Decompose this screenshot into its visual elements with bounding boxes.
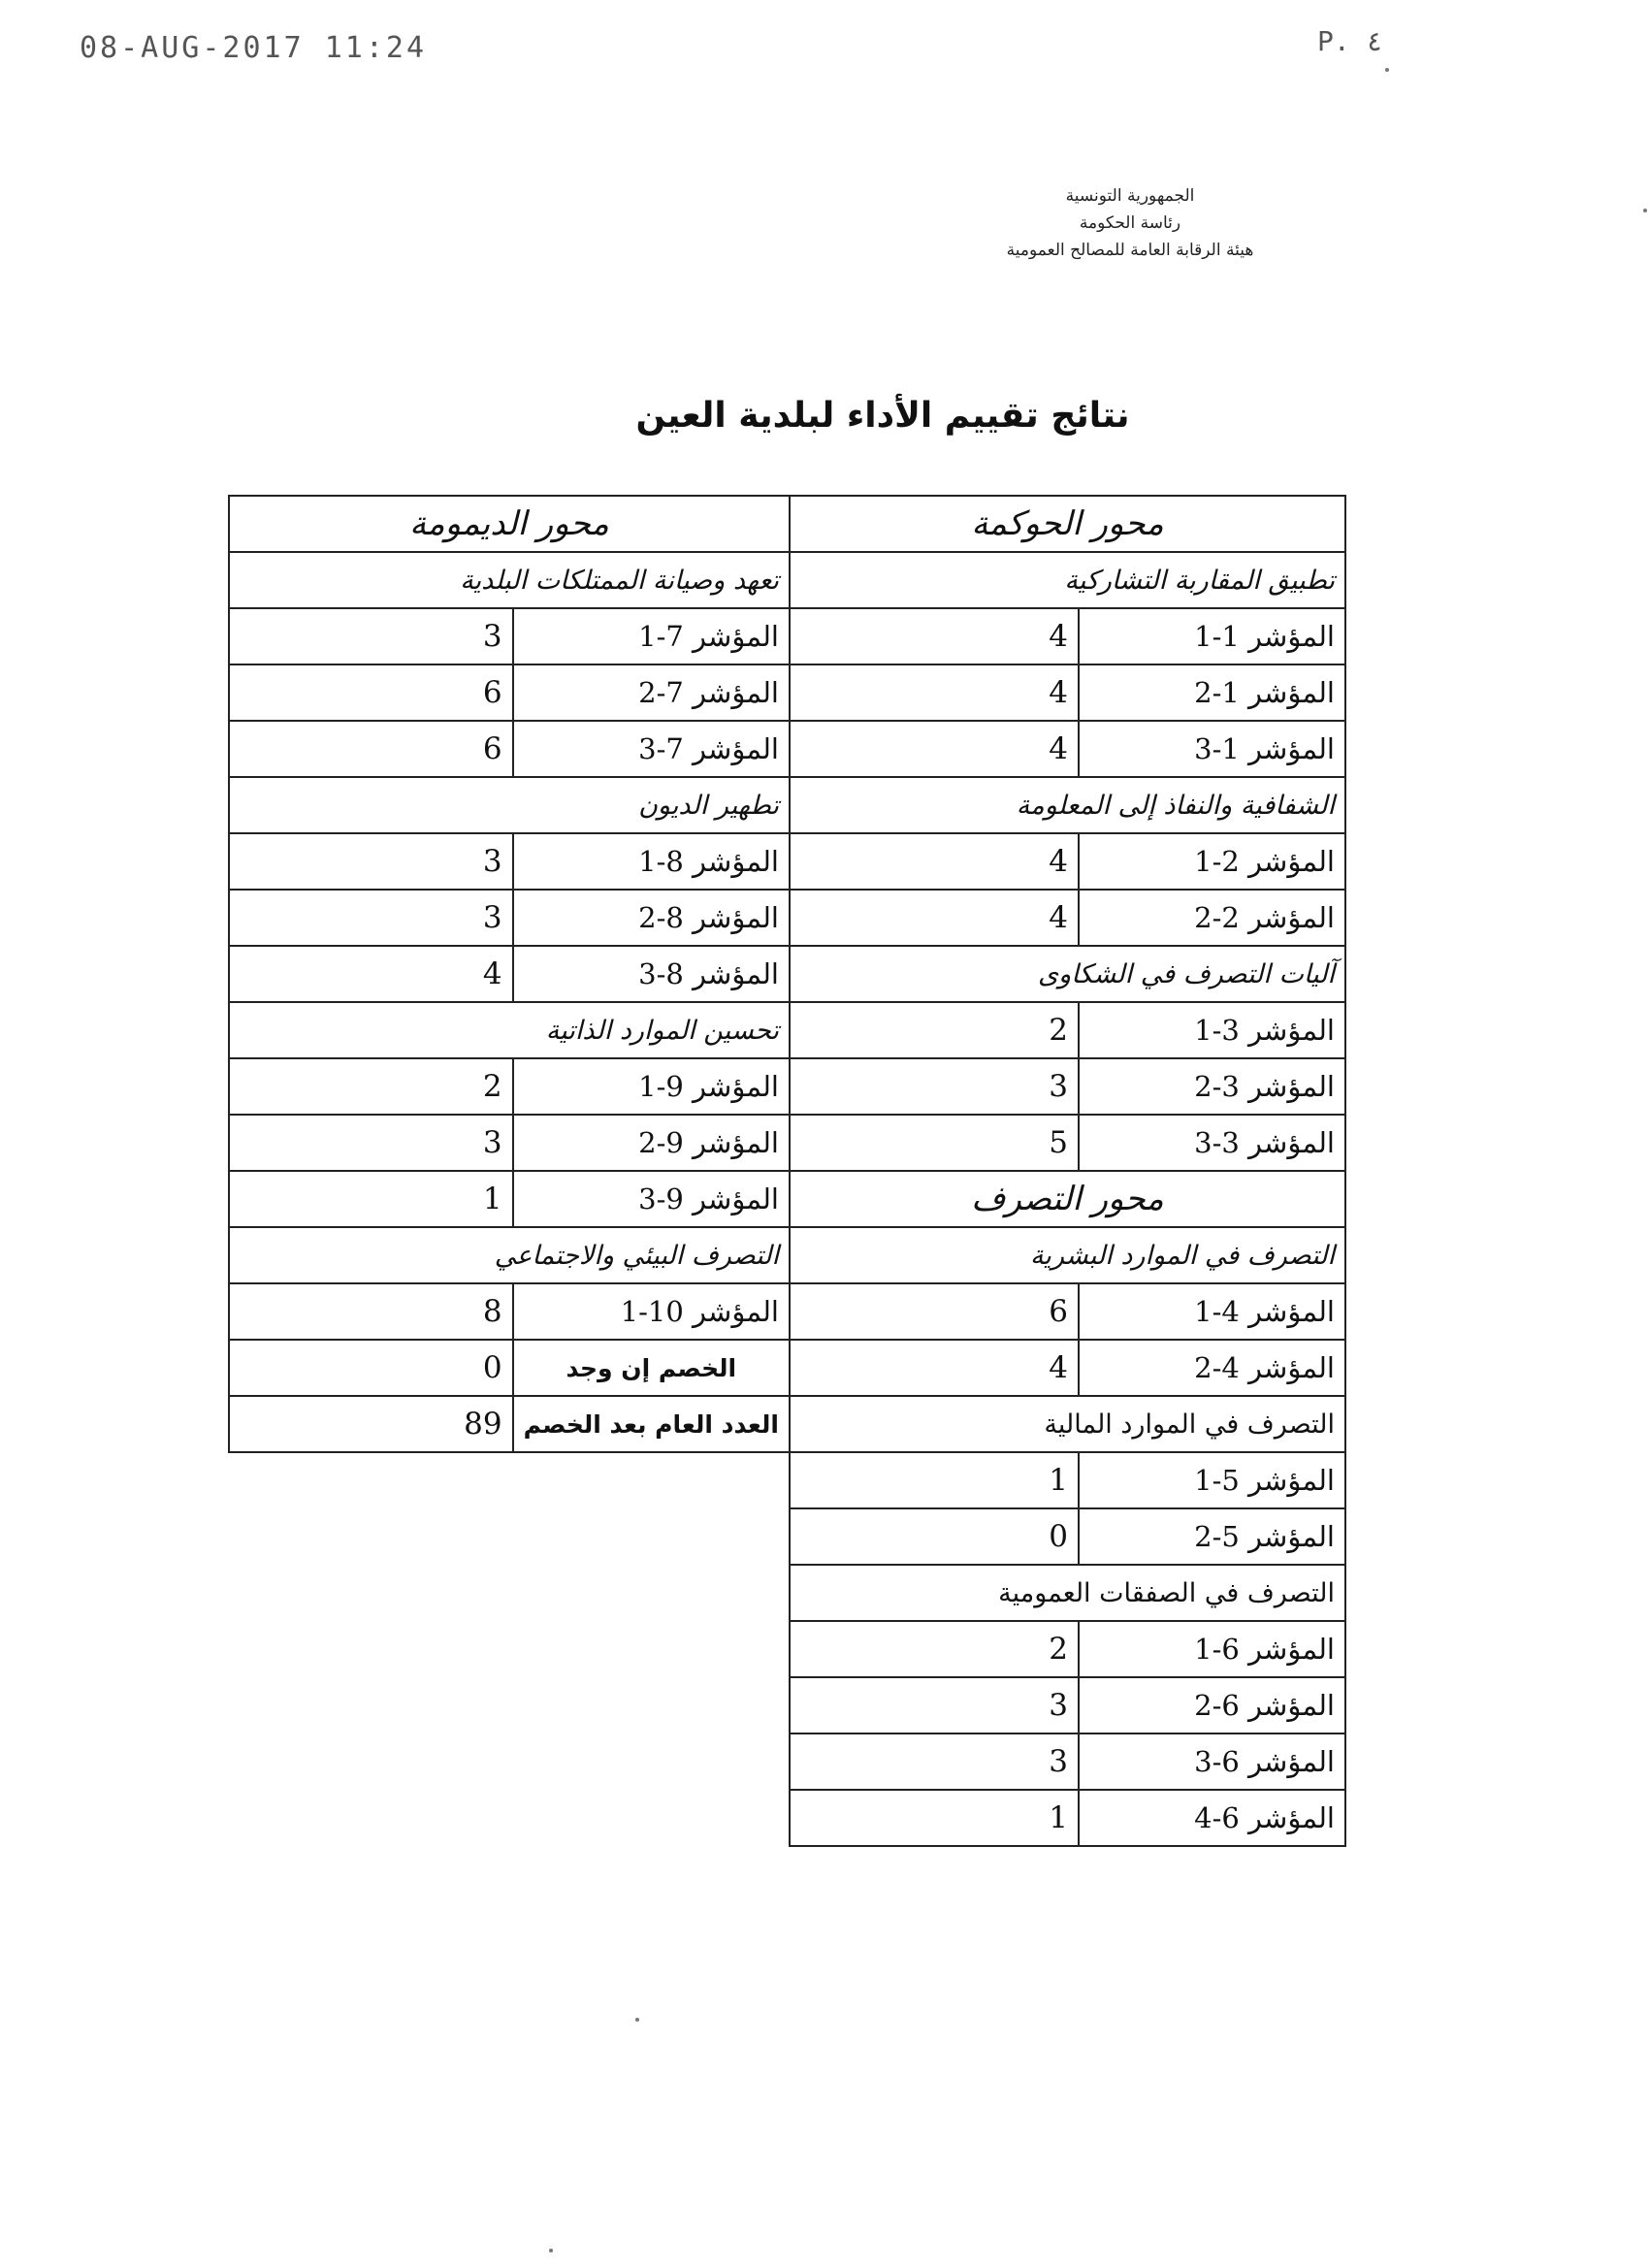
- letterhead: [926, 182, 1334, 264]
- table-row: [790, 1283, 1345, 1340]
- letterhead-presidency: رئاسة الحكومة: [1079, 213, 1181, 233]
- section-participatory-approach: تطبيق المقاربة التشاركية: [790, 552, 1345, 608]
- indicator-label: المؤشر 6-2: [1079, 1677, 1345, 1733]
- section-human-resources: التصرف في الموارد البشرية: [790, 1227, 1345, 1283]
- indicator-label: المؤشر 7-2: [513, 664, 790, 721]
- indicator-label: المؤشر 9-2: [513, 1115, 790, 1171]
- letterhead-authority: هيئة الرقابة العامة للمصالح العمومية: [1006, 241, 1254, 260]
- indicator-score: 4: [790, 890, 1079, 946]
- table-row: [790, 1002, 1345, 1058]
- table-row: [229, 1171, 790, 1227]
- indicator-label: المؤشر 8-2: [513, 890, 790, 946]
- indicator-label: المؤشر 2-2: [1079, 890, 1345, 946]
- indicator-score: 4: [790, 664, 1079, 721]
- indicator-label: المؤشر 5-2: [1079, 1508, 1345, 1565]
- scan-speck: [1385, 68, 1389, 72]
- total-row: [229, 1396, 790, 1452]
- indicator-label: المؤشر 3-1: [1079, 1002, 1345, 1058]
- table-row: [790, 833, 1345, 890]
- indicator-label: المؤشر 3-3: [1079, 1115, 1345, 1171]
- table-row: [229, 833, 790, 890]
- indicator-label: المؤشر 7-1: [513, 608, 790, 664]
- total-label: العدد العام بعد الخصم: [513, 1396, 790, 1452]
- indicator-label: المؤشر 6-1: [1079, 1621, 1345, 1677]
- table-row: [790, 721, 1345, 777]
- table-row: [229, 664, 790, 721]
- section-environmental-social: التصرف البيئي والاجتماعي: [229, 1227, 790, 1283]
- indicator-score: 2: [229, 1058, 513, 1115]
- indicator-label: المؤشر 9-1: [513, 1058, 790, 1115]
- axis-sustainability-heading: محور الديمومة: [229, 496, 790, 552]
- fax-timestamp: 08-AUG-2017 11:24: [80, 31, 428, 65]
- indicator-label: المؤشر 1-3: [1079, 721, 1345, 777]
- table-row: [790, 664, 1345, 721]
- table-row: [790, 1340, 1345, 1396]
- indicator-score: 6: [790, 1283, 1079, 1340]
- indicator-score: 0: [790, 1508, 1079, 1565]
- section-municipal-property: تعهد وصيانة الممتلكات البلدية: [229, 552, 790, 608]
- table-row: [790, 890, 1345, 946]
- indicator-label: المؤشر 8-1: [513, 833, 790, 890]
- indicator-score: 3: [790, 1677, 1079, 1733]
- section-complaints: آليات التصرف في الشكاوى: [790, 946, 1345, 1002]
- table-row: [790, 608, 1345, 664]
- document-title: نتائج تقييم الأداء لبلدية العين: [635, 396, 1130, 436]
- indicator-score: 4: [790, 1340, 1079, 1396]
- axis-management-heading: محور التصرف: [790, 1171, 1345, 1227]
- page-mark: P. ٤: [1317, 25, 1383, 57]
- indicator-label: المؤشر 3-2: [1079, 1058, 1345, 1115]
- indicator-label: المؤشر 5-1: [1079, 1452, 1345, 1508]
- table-row: [790, 1621, 1345, 1677]
- deduction-row: [229, 1340, 790, 1396]
- table-row: [229, 608, 790, 664]
- indicator-score: 3: [229, 833, 513, 890]
- deduction-label: الخصم إن وجد: [513, 1340, 790, 1396]
- section-public-procurement: التصرف في الصفقات العمومية: [790, 1565, 1345, 1621]
- indicator-score: 1: [790, 1452, 1079, 1508]
- indicator-score: 3: [229, 890, 513, 946]
- indicator-score: 6: [229, 664, 513, 721]
- table-row: [229, 890, 790, 946]
- table-row: [229, 1283, 790, 1340]
- indicator-score: 4: [229, 946, 513, 1002]
- table-row: [790, 1733, 1345, 1790]
- indicator-label: المؤشر 10-1: [513, 1283, 790, 1340]
- table-row: [229, 721, 790, 777]
- indicator-label: المؤشر 7-3: [513, 721, 790, 777]
- indicator-label: المؤشر 9-3: [513, 1171, 790, 1227]
- section-transparency: الشفافية والنفاذ إلى المعلومة: [790, 777, 1345, 833]
- indicator-score: 3: [229, 1115, 513, 1171]
- indicator-score: 3: [790, 1058, 1079, 1115]
- section-debt-clearance: تطهير الديون: [229, 777, 790, 833]
- deduction-value: 0: [229, 1340, 513, 1396]
- scan-speck: [635, 2018, 639, 2022]
- table-row: [790, 1058, 1345, 1115]
- table-row: [229, 946, 790, 1002]
- indicator-score: 4: [790, 833, 1079, 890]
- scan-speck: [549, 2249, 553, 2252]
- scan-speck: [1643, 209, 1647, 212]
- section-financial-resources: التصرف في الموارد المالية: [790, 1396, 1345, 1452]
- indicator-score: 1: [229, 1171, 513, 1227]
- table-row: [229, 1058, 790, 1115]
- left-results-table: [228, 495, 791, 1453]
- indicator-label: المؤشر 1-1: [1079, 608, 1345, 664]
- indicator-score: 8: [229, 1283, 513, 1340]
- table-row: [790, 1508, 1345, 1565]
- indicator-score: 3: [790, 1733, 1079, 1790]
- letterhead-republic: الجمهورية التونسية: [1065, 186, 1195, 206]
- table-row: [790, 1790, 1345, 1846]
- indicator-score: 4: [790, 608, 1079, 664]
- indicator-label: المؤشر 1-2: [1079, 664, 1345, 721]
- total-score: 89: [229, 1396, 513, 1452]
- indicator-label: المؤشر 6-3: [1079, 1733, 1345, 1790]
- right-results-table: [789, 495, 1346, 1847]
- indicator-label: المؤشر 6-4: [1079, 1790, 1345, 1846]
- indicator-score: 2: [790, 1621, 1079, 1677]
- indicator-label: المؤشر 4-2: [1079, 1340, 1345, 1396]
- indicator-score: 6: [229, 721, 513, 777]
- indicator-label: المؤشر 2-1: [1079, 833, 1345, 890]
- indicator-score: 1: [790, 1790, 1079, 1846]
- table-row: [790, 1452, 1345, 1508]
- indicator-score: 3: [229, 608, 513, 664]
- table-row: [790, 1677, 1345, 1733]
- indicator-label: المؤشر 4-1: [1079, 1283, 1345, 1340]
- indicator-score: 5: [790, 1115, 1079, 1171]
- axis-governance-heading: محور الحوكمة: [790, 496, 1345, 552]
- section-own-resources: تحسين الموارد الذاتية: [229, 1002, 790, 1058]
- indicator-score: 2: [790, 1002, 1079, 1058]
- table-row: [229, 1115, 790, 1171]
- indicator-label: المؤشر 8-3: [513, 946, 790, 1002]
- table-row: [790, 1115, 1345, 1171]
- indicator-score: 4: [790, 721, 1079, 777]
